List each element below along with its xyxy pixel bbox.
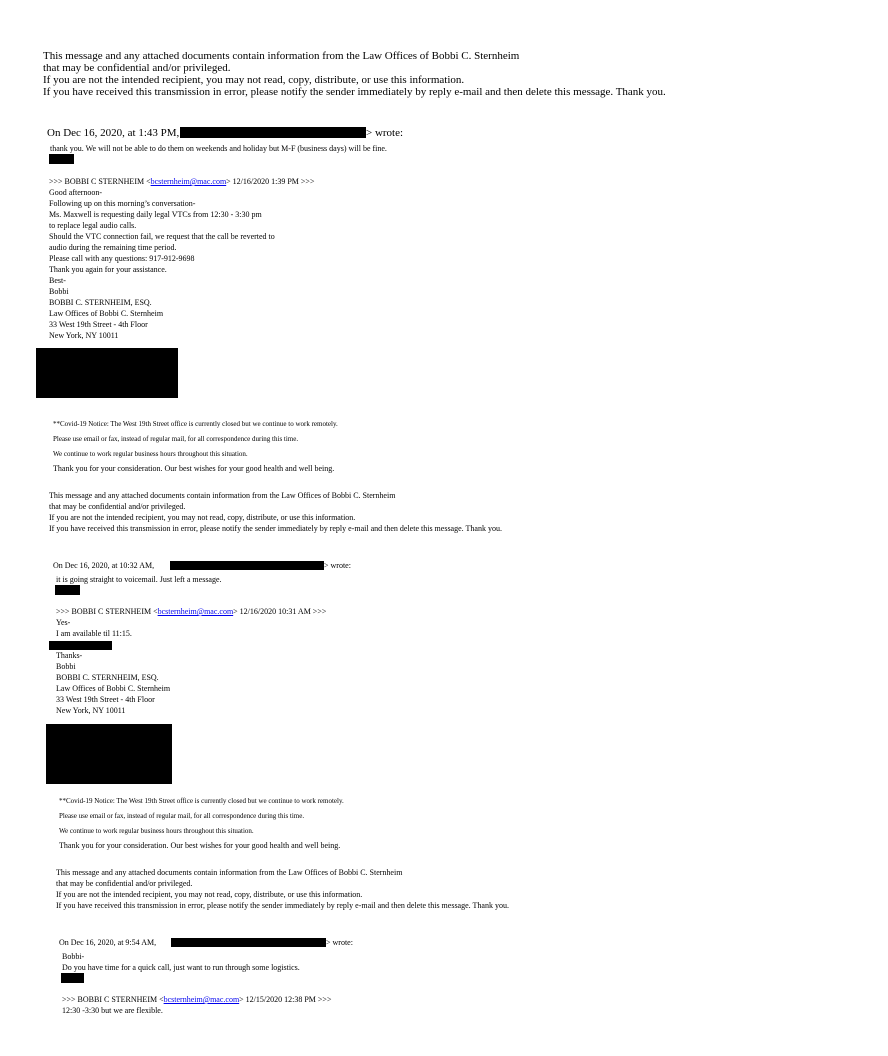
text-line: Bobbi [56, 662, 76, 671]
email-link[interactable]: bcsternheim@mac.com [150, 177, 227, 186]
email-header-suffix: > wrote: [366, 127, 404, 139]
email-body: thank you. We will not be able to do them on weekends and holiday but M-F (business days) will be fine. [50, 144, 387, 153]
text-line: New York, NY 10011 [49, 331, 119, 340]
text-line: Following up on this morning’s conversation- [49, 199, 196, 208]
text-line: Ms. Maxwell is requesting daily legal VTCs from 12:30 - 3:30 pm [49, 210, 262, 219]
quote-header [62, 996, 331, 1004]
redaction-block [55, 585, 80, 595]
disclaimer-line: that may be confidential and/or privileged. [56, 879, 193, 888]
email-header-suffix: > wrote: [324, 561, 351, 570]
text-line: Thanks- [56, 651, 83, 660]
disclaimer-line: If you are not the intended recipient, you may not read, copy, distribute, or use this information. [49, 513, 356, 522]
email-link[interactable]: bcsternheim@mac.com [157, 607, 234, 616]
notice-line: Please use email or fax, instead of regular mail, for all correspondence during this time. [53, 435, 299, 443]
disclaimer-line: This message and any attached documents contain information from the Law Offices of Bobbi C. Sternheim [49, 491, 396, 500]
notice-line: Thank you for your consideration. Our best wishes for your good health and well being. [59, 841, 341, 850]
disclaimer-line: that may be confidential and/or privileged. [43, 62, 231, 74]
redaction-block [49, 154, 74, 164]
redaction-block [46, 724, 172, 784]
text-line: to replace legal audio calls. [49, 221, 137, 230]
email-header-prefix: On Dec 16, 2020, at 9:54 AM, [59, 938, 157, 947]
quote-suffix: > 12/16/2020 10:31 AM >>> [233, 607, 327, 616]
quote-suffix: > 12/16/2020 1:39 PM >>> [226, 177, 315, 186]
email-link[interactable]: bcsternheim@mac.com [163, 995, 240, 1004]
redaction-block [36, 348, 178, 398]
text-line: BOBBI C. STERNHEIM, ESQ. [49, 298, 152, 307]
notice-line: We continue to work regular business hours throughout this situation. [53, 450, 248, 458]
redaction-block [171, 938, 326, 947]
text-line: Please call with any questions: 917-912-9698 [49, 254, 195, 263]
email-header-suffix: > wrote: [326, 938, 353, 947]
text-line: Best- [49, 276, 66, 285]
email-header-prefix: On Dec 16, 2020, at 10:32 AM, [53, 561, 155, 570]
text-line: 33 West 19th Street - 4th Floor [56, 695, 155, 704]
text-line: Good afternoon- [49, 188, 103, 197]
quote-header [56, 608, 326, 616]
quote-header [49, 178, 314, 186]
notice-line: Please use email or fax, instead of regular mail, for all correspondence during this time. [59, 812, 305, 820]
text-line: Law Offices of Bobbi C. Sternheim [56, 684, 171, 693]
disclaimer-line: This message and any attached documents contain information from the Law Offices of Bobbi C. Sternheim [56, 868, 403, 877]
quote-prefix: >>> BOBBI C STERNHEIM < [49, 177, 151, 186]
text-line: Do you have time for a quick call, just want to run through some logistics. [62, 963, 300, 972]
text-line: Bobbi [49, 287, 69, 296]
text-line: BOBBI C. STERNHEIM, ESQ. [56, 673, 159, 682]
text-line: Yes- [56, 618, 71, 627]
redaction-block [180, 127, 366, 138]
quote-suffix: > 12/15/2020 12:38 PM >>> [239, 995, 332, 1004]
email-header-prefix: On Dec 16, 2020, at 1:43 PM, [47, 127, 180, 139]
text-line: audio during the remaining time period. [49, 243, 177, 252]
text-line: 33 West 19th Street - 4th Floor [49, 320, 148, 329]
notice-line: **Covid-19 Notice: The West 19th Street office is currently closed but we continue to work remotely. [59, 797, 344, 805]
text-line: Law Offices of Bobbi C. Sternheim [49, 309, 164, 318]
disclaimer-line: If you have received this transmission in error, please notify the sender immediately by reply e-mail and then delete this message. Thank you. [56, 901, 509, 910]
text-line: I am available til 11:15. [56, 629, 132, 638]
text-line: 12:30 -3:30 but we are flexible. [62, 1006, 163, 1015]
quote-prefix: >>> BOBBI C STERNHEIM < [62, 995, 164, 1004]
disclaimer-line: If you have received this transmission in error, please notify the sender immediately by reply e-mail and then delete this message. Thank you. [43, 86, 666, 98]
text-line: Thank you again for your assistance. [49, 265, 167, 274]
text-line: Bobbi- [62, 952, 85, 961]
notice-line: We continue to work regular business hours throughout this situation. [59, 827, 254, 835]
disclaimer-line: If you are not the intended recipient, you may not read, copy, distribute, or use this information. [56, 890, 363, 899]
text-line: New York, NY 10011 [56, 706, 126, 715]
text-line: Should the VTC connection fail, we request that the call be reverted to [49, 232, 275, 241]
disclaimer-line: If you are not the intended recipient, you may not read, copy, distribute, or use this information. [43, 74, 465, 86]
redaction-block [170, 561, 324, 570]
disclaimer-line: If you have received this transmission in error, please notify the sender immediately by reply e-mail and then delete this message. Thank you. [49, 524, 502, 533]
notice-line: **Covid-19 Notice: The West 19th Street office is currently closed but we continue to work remotely. [53, 420, 338, 428]
disclaimer-line: This message and any attached documents contain information from the Law Offices of Bobbi C. Sternheim [43, 50, 520, 62]
quote-prefix: >>> BOBBI C STERNHEIM < [56, 607, 158, 616]
notice-line: Thank you for your consideration. Our best wishes for your good health and well being. [53, 464, 335, 473]
redaction-block [49, 641, 112, 650]
disclaimer-line: that may be confidential and/or privileged. [49, 502, 186, 511]
redaction-block [61, 973, 84, 983]
email-body: it is going straight to voicemail. Just left a message. [56, 575, 222, 584]
